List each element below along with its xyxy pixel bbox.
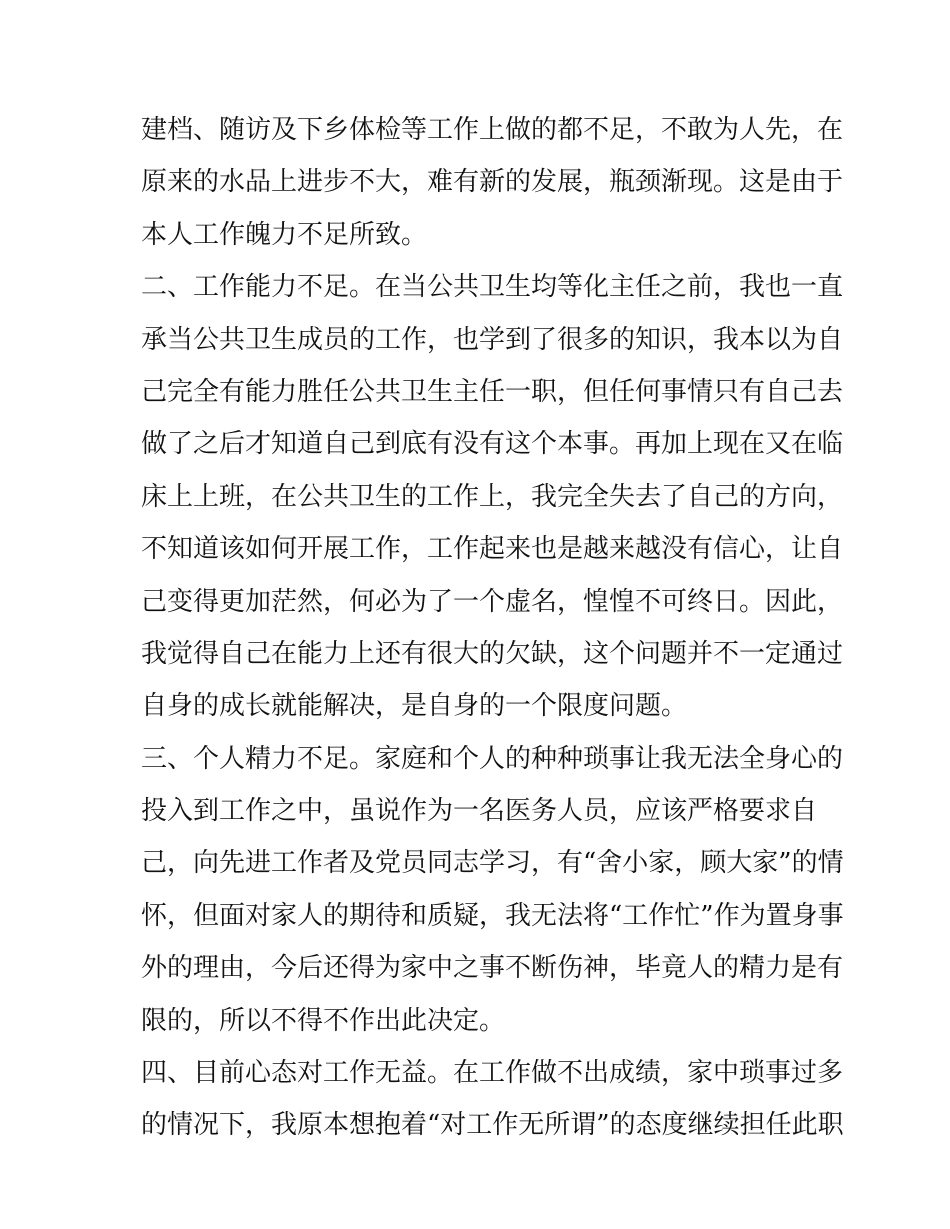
text-line: 外的理由，今后还得为家中之事不断伤神，毕竟人的精力是有 [141,953,844,984]
text-line: 不知道该如何开展工作，工作起来也是越来越没有信心，让自 [141,534,844,565]
text-line: 己变得更加茫然，何必为了一个虚名，惶惶不可终日。因此， [141,586,844,617]
text-line: 建档、随访及下乡体检等工作上做的都不足，不敢为人先，在 [141,115,844,145]
text-line: 三、个人精力不足。家庭和个人的种种琐事让我无法全身心的 [141,743,844,774]
document-body [141,104,844,1152]
text-line: 二、工作能力不足。在当公共卫生均等化主任之前，我也一直 [141,272,844,303]
text-line: 我觉得自己在能力上还有很大的欠缺，这个问题并不一定通过 [141,638,844,669]
text-line: 本人工作魄力不足所致。 [141,219,428,250]
text-line: 限的，所以不得不作出此决定。 [141,1005,506,1036]
text-line: 做了之后才知道自己到底有没有这个本事。再加上现在又在临 [141,429,844,460]
text-line: 的情况下，我原本想抱着“对工作无所谓”的态度继续担任此职 [141,1110,844,1141]
text-line: 己，向先进工作者及党员同志学习，有“舍小家，顾大家”的情 [141,848,844,879]
text-line: 怀，但面对家人的期待和质疑，我无法将“工作忙”作为置身事 [141,900,844,931]
text-line: 床上上班，在公共卫生的工作上，我完全失去了自己的方向， [141,481,844,512]
text-line: 自身的成长就能解决，是自身的一个限度问题。 [141,691,688,722]
text-line: 四、目前心态对工作无益。在工作做不出成绩，家中琐事过多 [141,1058,844,1089]
text-line: 己完全有能力胜任公共卫生主任一职，但任何事情只有自己去 [141,376,844,407]
text-line: 承当公共卫生成员的工作，也学到了很多的知识，我本以为自 [141,324,844,355]
text-line: 投入到工作之中，虽说作为一名医务人员，应该严格要求自 [141,796,818,827]
text-line: 原来的水品上进步不大，难有新的发展，瓶颈渐现。这是由于 [141,167,844,198]
